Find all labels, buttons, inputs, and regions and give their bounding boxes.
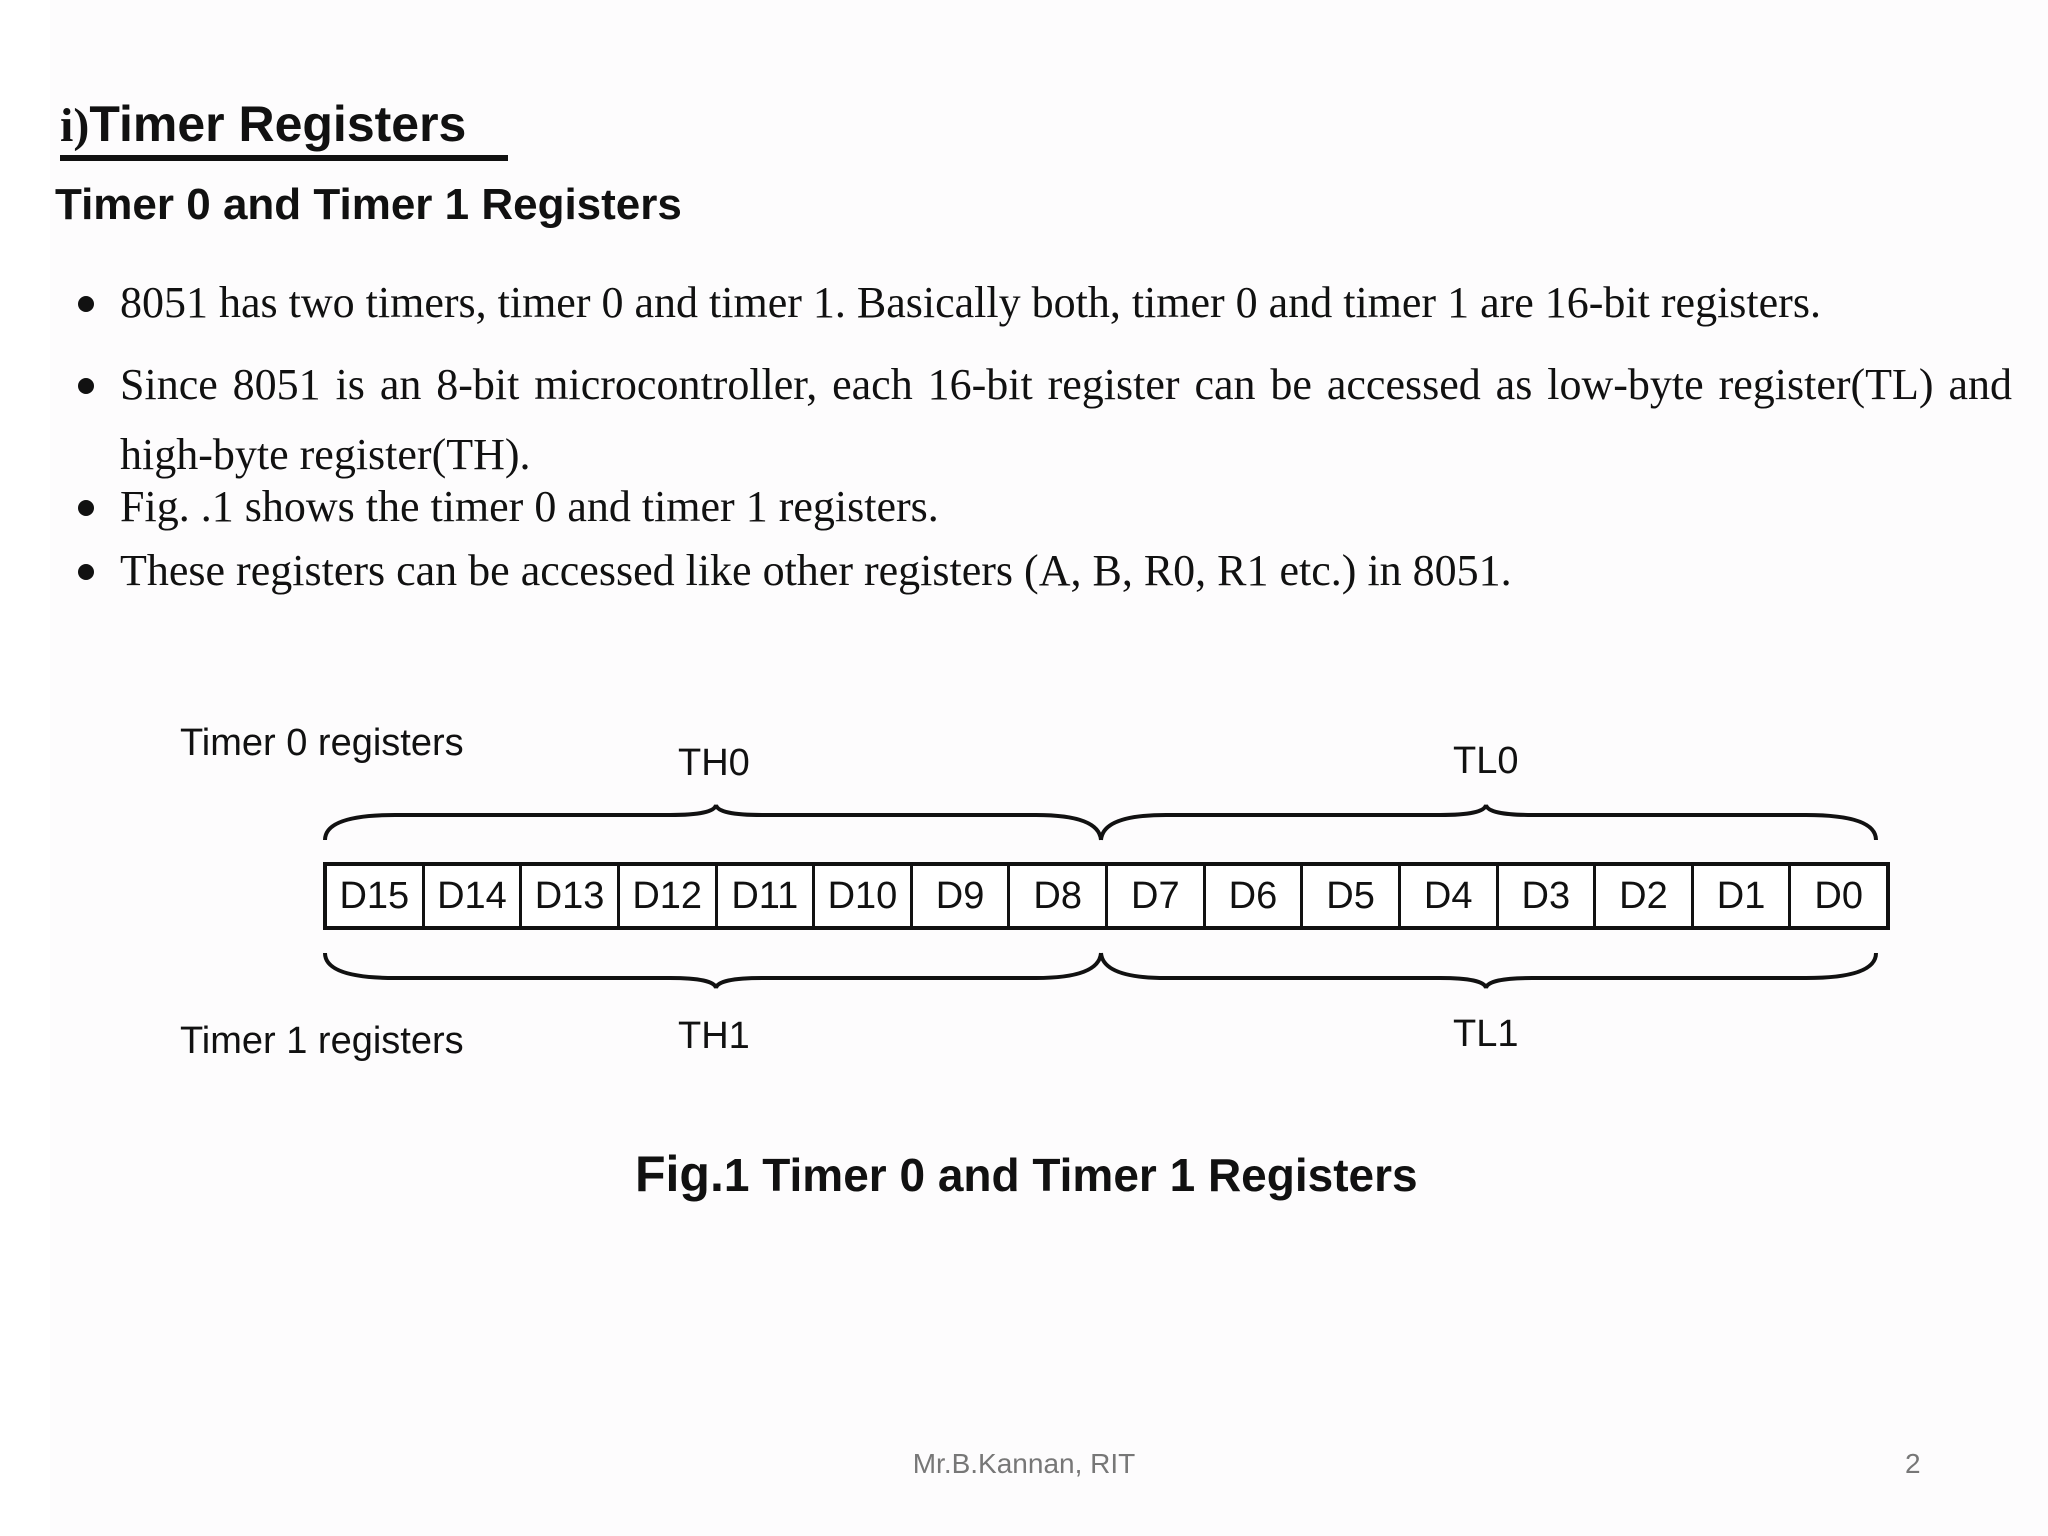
bit-cell: D12 (620, 866, 718, 926)
figure-caption (635, 1145, 1418, 1203)
bit-cell: D9 (913, 866, 1011, 926)
bit-cell: D8 (1010, 866, 1108, 926)
bit-cell: D1 (1694, 866, 1792, 926)
th0-label: TH0 (678, 742, 750, 784)
figure-caption-text: 1 Timer 0 and Timer 1 Registers (723, 1149, 1418, 1201)
bit-cell: D14 (425, 866, 523, 926)
bit-cell: D4 (1401, 866, 1499, 926)
register-bit-row (323, 862, 1890, 930)
bit-cell: D2 (1596, 866, 1694, 926)
figure-caption-prefix: Fig. (635, 1146, 724, 1202)
bullet-text: 8051 has two timers, timer 0 and timer 1. Basically both, timer 0 and timer 1 are 16-bit registers. (120, 278, 1821, 327)
timer0-registers-label: Timer 0 registers (180, 722, 464, 764)
bullet-text: These registers can be accessed like other registers (A, B, R0, R1 etc.) in 8051. (120, 546, 1512, 595)
tl0-label: TL0 (1453, 740, 1519, 782)
bit-cell: D5 (1303, 866, 1401, 926)
footer-author: Mr.B.Kannan, RIT (912, 1448, 1136, 1479)
bullet-text: Since 8051 is an 8-bit microcontroller, each 16-bit register can be accessed as low-byte register(TL) and high-byte register(TH). (120, 360, 2012, 479)
tl0-brace (1101, 805, 1876, 840)
subtitle: Timer 0 and Timer 1 Registers (55, 180, 682, 229)
bullet-text: Fig. .1 shows the timer 0 and timer 1 registers. (120, 482, 939, 531)
section-prefix: i) (60, 99, 90, 152)
bit-cell: D10 (815, 866, 913, 926)
page-number: 2 (1905, 1448, 1921, 1479)
bit-cell: D7 (1108, 866, 1206, 926)
section-title-text: Timer Registers (89, 96, 467, 152)
bit-cell: D15 (327, 866, 425, 926)
tl1-brace (1101, 953, 1876, 988)
bit-cell: D0 (1814, 874, 1863, 917)
tl1-label: TL1 (1453, 1013, 1519, 1055)
bit-cell: D11 (718, 866, 816, 926)
bit-cell: D13 (522, 866, 620, 926)
bit-cell: D6 (1206, 866, 1304, 926)
th1-label: TH1 (678, 1015, 750, 1057)
th1-brace (325, 953, 1101, 988)
bit-cell: D3 (1499, 866, 1597, 926)
th0-brace (325, 805, 1101, 840)
timer1-registers-label: Timer 1 registers (180, 1020, 464, 1062)
